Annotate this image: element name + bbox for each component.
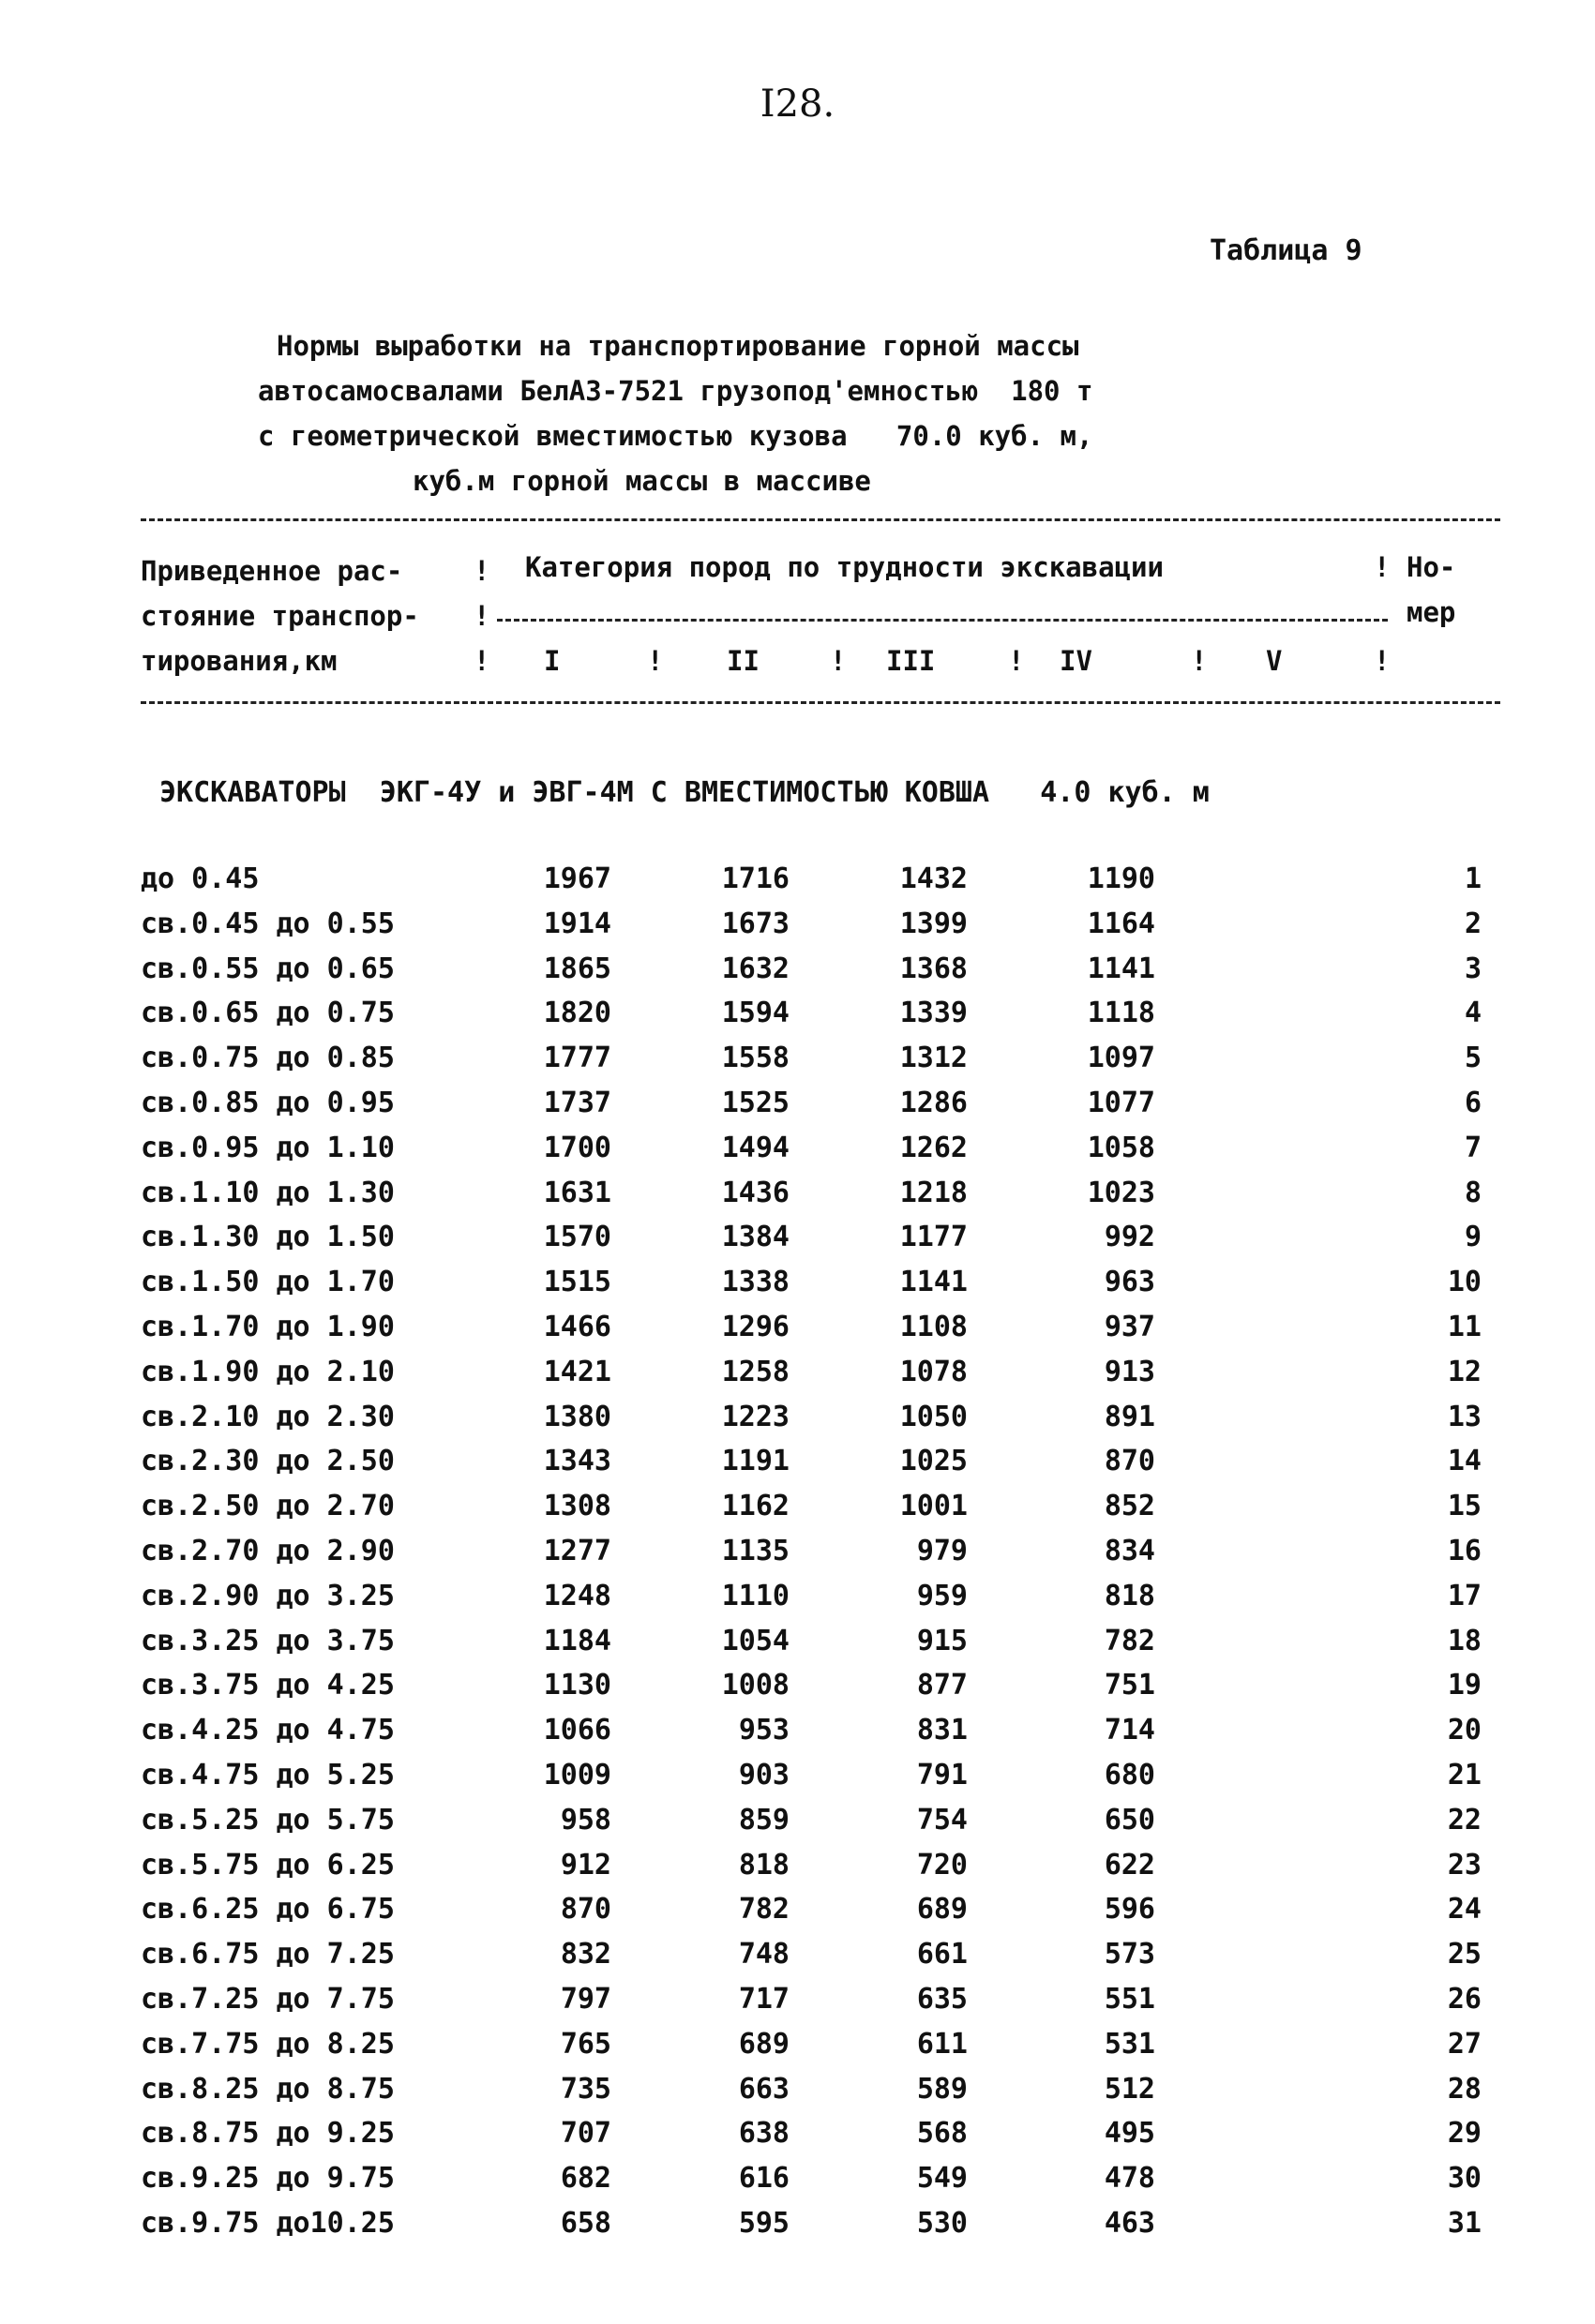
category-1-cell: 735 [560,2072,611,2106]
category-3-cell: 1177 [899,1221,968,1254]
category-2-cell: 717 [738,1983,790,2016]
category-2-cell: 1008 [721,1669,790,1702]
header-category-rule [497,619,1388,622]
row-number-cell: 10 [1447,1266,1482,1299]
distance-cell: св.7.25 до 7.75 [141,1983,395,2016]
category-1-cell: 1184 [543,1624,611,1657]
category-3-cell: 530 [916,2207,968,2240]
header-distance-line-1: Приведенное рас- [141,555,403,587]
row-number-cell: 16 [1447,1535,1482,1567]
distance-cell: св.8.25 до 8.75 [141,2072,395,2106]
row-number-cell: 23 [1447,1848,1482,1882]
section-title: ЭКСКАВАТОРЫ ЭКГ-4У и ЭВГ-4М С ВМЕСТИМОСТЬЮ КОВША 4.0 куб. м [159,776,1210,809]
distance-cell: св.0.95 до 1.10 [141,1131,395,1164]
distance-cell: св.3.75 до 4.25 [141,1669,395,1702]
category-4-cell: 852 [1104,1490,1155,1523]
category-3-cell: 1108 [899,1311,968,1343]
category-3-cell: 915 [916,1624,968,1657]
category-2-cell: 1436 [721,1176,790,1209]
category-1-cell: 1421 [543,1355,611,1388]
table-row [0,2207,1595,2252]
category-2-cell: 859 [738,1803,790,1837]
category-3-cell: 791 [916,1759,968,1792]
category-1-cell: 1466 [543,1311,611,1343]
table-row [0,1356,1595,1401]
header-category-3: III [886,645,936,677]
table-row [0,1759,1595,1804]
category-4-cell: 937 [1104,1311,1155,1343]
header-category-2: II [727,645,760,677]
category-1-cell: 1009 [543,1759,611,1792]
header-separator: ! [1374,645,1391,677]
category-3-cell: 611 [916,2027,968,2061]
table-row [0,1983,1595,2028]
category-1-cell: 1277 [543,1535,611,1567]
category-3-cell: 1286 [899,1087,968,1119]
category-2-cell: 1258 [721,1355,790,1388]
header-category-title: Категория пород по трудности экскавации [525,551,1164,583]
category-3-cell: 877 [916,1669,968,1702]
row-number-cell: 13 [1447,1400,1482,1433]
row-number-cell: 8 [1464,1176,1482,1209]
category-3-cell: 1001 [899,1490,968,1523]
category-1-cell: 1914 [543,907,611,940]
row-number-cell: 15 [1447,1490,1482,1523]
header-distance-line-3: тирования,км [141,645,338,677]
category-2-cell: 1384 [721,1221,790,1254]
header-separator: ! [1374,551,1391,583]
table-row [0,1893,1595,1938]
category-4-cell: 1190 [1087,862,1155,895]
category-2-cell: 1525 [721,1087,790,1119]
category-2-cell: 1135 [721,1535,790,1567]
category-4-cell: 891 [1104,1400,1155,1433]
category-3-cell: 959 [916,1579,968,1612]
table-row [0,1445,1595,1490]
distance-cell: св.6.25 до 6.75 [141,1893,395,1927]
table-title-line-3: с геометрической вместимостью кузова 70.0 куб. м, [258,420,1093,452]
category-2-cell: 782 [738,1893,790,1927]
table-row [0,1625,1595,1670]
row-number-cell: 2 [1464,907,1482,940]
category-4-cell: 1097 [1087,1042,1155,1075]
category-2-cell: 595 [738,2207,790,2240]
table-row [0,952,1595,997]
category-1-cell: 1777 [543,1042,611,1075]
category-3-cell: 549 [916,2162,968,2196]
distance-cell: св.8.75 до 9.25 [141,2117,395,2151]
category-2-cell: 638 [738,2117,790,2151]
category-4-cell: 1118 [1087,997,1155,1030]
category-2-cell: 903 [738,1759,790,1792]
row-number-cell: 6 [1464,1087,1482,1119]
category-4-cell: 1077 [1087,1087,1155,1119]
category-2-cell: 1632 [721,952,790,985]
category-3-cell: 1368 [899,952,968,985]
distance-cell: св.0.45 до 0.55 [141,907,395,940]
category-4-cell: 834 [1104,1535,1155,1567]
row-number-cell: 1 [1464,862,1482,895]
category-4-cell: 913 [1104,1355,1155,1388]
header-separator: ! [474,555,490,587]
category-3-cell: 568 [916,2117,968,2151]
table-row [0,2162,1595,2207]
table-row [0,2028,1595,2073]
category-1-cell: 707 [560,2117,611,2151]
category-4-cell: 512 [1104,2072,1155,2106]
row-number-cell: 17 [1447,1579,1482,1612]
row-number-cell: 27 [1447,2027,1482,2061]
table-row [0,1266,1595,1311]
category-3-cell: 589 [916,2072,968,2106]
table-row [0,1938,1595,1983]
category-4-cell: 1058 [1087,1131,1155,1164]
distance-cell: до 0.45 [141,862,260,895]
category-3-cell: 635 [916,1983,968,2016]
category-1-cell: 1967 [543,862,611,895]
category-4-cell: 495 [1104,2117,1155,2151]
distance-cell: св.7.75 до 8.25 [141,2027,395,2061]
category-2-cell: 616 [738,2162,790,2196]
category-1-cell: 1631 [543,1176,611,1209]
category-4-cell: 751 [1104,1669,1155,1702]
table-row [0,997,1595,1042]
category-4-cell: 1141 [1087,952,1155,985]
category-1-cell: 1130 [543,1669,611,1702]
header-bottom-rule [141,701,1500,704]
distance-cell: св.1.50 до 1.70 [141,1266,395,1299]
category-4-cell: 551 [1104,1983,1155,2016]
category-1-cell: 1380 [543,1400,611,1433]
distance-cell: св.3.25 до 3.75 [141,1624,395,1657]
distance-cell: св.0.55 до 0.65 [141,952,395,985]
category-3-cell: 1432 [899,862,968,895]
category-2-cell: 1338 [721,1266,790,1299]
table-row [0,1221,1595,1266]
table-row [0,1535,1595,1580]
row-number-cell: 7 [1464,1131,1482,1164]
table-label: Таблица 9 [1210,234,1362,267]
table-row [0,1311,1595,1356]
category-3-cell: 979 [916,1535,968,1567]
category-4-cell: 963 [1104,1266,1155,1299]
header-category-5: V [1266,645,1283,677]
table-title-line-4: куб.м горной массы в массиве [413,465,871,497]
category-4-cell: 596 [1104,1893,1155,1927]
table-row [0,1804,1595,1849]
category-1-cell: 1700 [543,1131,611,1164]
table-row [0,1177,1595,1222]
category-4-cell: 818 [1104,1579,1155,1612]
category-4-cell: 680 [1104,1759,1155,1792]
header-separator: ! [1191,645,1208,677]
category-2-cell: 689 [738,2027,790,2061]
row-number-cell: 12 [1447,1355,1482,1388]
distance-cell: св.4.75 до 5.25 [141,1759,395,1792]
category-2-cell: 1162 [721,1490,790,1523]
distance-cell: св.4.25 до 4.75 [141,1714,395,1747]
row-number-cell: 21 [1447,1759,1482,1792]
table-row [0,1714,1595,1759]
category-2-cell: 1223 [721,1400,790,1433]
table-row [0,1849,1595,1894]
category-1-cell: 1343 [543,1445,611,1478]
row-number-cell: 20 [1447,1714,1482,1747]
header-top-rule [141,518,1500,521]
category-3-cell: 1218 [899,1176,968,1209]
distance-cell: св.2.70 до 2.90 [141,1535,395,1567]
category-4-cell: 573 [1104,1938,1155,1972]
header-distance-line-2: стояние транспор- [141,600,419,632]
category-3-cell: 831 [916,1714,968,1747]
distance-cell: св.9.75 до10.25 [141,2207,395,2240]
distance-cell: св.2.50 до 2.70 [141,1490,395,1523]
row-number-cell: 31 [1447,2207,1482,2240]
category-4-cell: 782 [1104,1624,1155,1657]
category-1-cell: 832 [560,1938,611,1972]
row-number-cell: 4 [1464,997,1482,1030]
table-row [0,1042,1595,1087]
distance-cell: св.0.75 до 0.85 [141,1042,395,1075]
distance-cell: св.0.85 до 0.95 [141,1087,395,1119]
distance-cell: св.2.30 до 2.50 [141,1445,395,1478]
distance-cell: св.1.70 до 1.90 [141,1311,395,1343]
row-number-cell: 5 [1464,1042,1482,1075]
category-1-cell: 1248 [543,1579,611,1612]
header-separator: ! [1008,645,1025,677]
category-3-cell: 1262 [899,1131,968,1164]
category-2-cell: 663 [738,2072,790,2106]
row-number-cell: 24 [1447,1893,1482,1927]
category-2-cell: 1110 [721,1579,790,1612]
row-number-cell: 9 [1464,1221,1482,1254]
distance-cell: св.6.75 до 7.25 [141,1938,395,1972]
category-1-cell: 658 [560,2207,611,2240]
category-4-cell: 622 [1104,1848,1155,1882]
category-1-cell: 797 [560,1983,611,2016]
row-number-cell: 18 [1447,1624,1482,1657]
category-2-cell: 1296 [721,1311,790,1343]
row-number-cell: 26 [1447,1983,1482,2016]
category-1-cell: 958 [560,1803,611,1837]
category-1-cell: 1737 [543,1087,611,1119]
table-row [0,1087,1595,1132]
table-row [0,907,1595,952]
table-row [0,2117,1595,2162]
category-2-cell: 1054 [721,1624,790,1657]
category-4-cell: 992 [1104,1221,1155,1254]
distance-cell: св.9.25 до 9.75 [141,2162,395,2196]
table-title-line-1: Нормы выработки на транспортирование горной массы [277,330,1079,362]
category-4-cell: 463 [1104,2207,1155,2240]
table-row [0,1132,1595,1177]
category-3-cell: 754 [916,1803,968,1837]
header-number-line-2: мер [1407,596,1456,628]
category-4-cell: 531 [1104,2027,1155,2061]
table-row [0,862,1595,907]
category-4-cell: 714 [1104,1714,1155,1747]
table-row [0,1669,1595,1714]
row-number-cell: 22 [1447,1803,1482,1837]
category-3-cell: 1078 [899,1355,968,1388]
category-3-cell: 1339 [899,997,968,1030]
table-row [0,1490,1595,1535]
category-1-cell: 765 [560,2027,611,2061]
category-2-cell: 1716 [721,862,790,895]
category-1-cell: 1570 [543,1221,611,1254]
category-2-cell: 818 [738,1848,790,1882]
category-2-cell: 953 [738,1714,790,1747]
table-row [0,1401,1595,1446]
category-2-cell: 748 [738,1938,790,1972]
distance-cell: св.1.90 до 2.10 [141,1355,395,1388]
distance-cell: св.1.10 до 1.30 [141,1176,395,1209]
header-separator: ! [474,600,490,632]
row-number-cell: 30 [1447,2162,1482,2196]
category-3-cell: 1025 [899,1445,968,1478]
header-separator: ! [474,645,490,677]
category-1-cell: 1515 [543,1266,611,1299]
header-number-line-1: Но- [1407,551,1456,583]
distance-cell: св.5.75 до 6.25 [141,1848,395,1882]
row-number-cell: 19 [1447,1669,1482,1702]
category-3-cell: 1399 [899,907,968,940]
table-row [0,1580,1595,1625]
row-number-cell: 11 [1447,1311,1482,1343]
distance-cell: св.5.25 до 5.75 [141,1803,395,1837]
row-number-cell: 29 [1447,2117,1482,2151]
category-2-cell: 1494 [721,1131,790,1164]
category-2-cell: 1191 [721,1445,790,1478]
category-4-cell: 870 [1104,1445,1155,1478]
row-number-cell: 14 [1447,1445,1482,1478]
category-3-cell: 1141 [899,1266,968,1299]
row-number-cell: 25 [1447,1938,1482,1972]
category-1-cell: 1308 [543,1490,611,1523]
category-4-cell: 1164 [1087,907,1155,940]
row-number-cell: 28 [1447,2072,1482,2106]
category-4-cell: 1023 [1087,1176,1155,1209]
row-number-cell: 3 [1464,952,1482,985]
category-1-cell: 682 [560,2162,611,2196]
category-3-cell: 720 [916,1848,968,1882]
distance-cell: св.2.10 до 2.30 [141,1400,395,1433]
distance-cell: св.1.30 до 1.50 [141,1221,395,1254]
header-category-1: I [544,645,561,677]
category-1-cell: 870 [560,1893,611,1927]
category-1-cell: 1066 [543,1714,611,1747]
category-1-cell: 1820 [543,997,611,1030]
category-3-cell: 1050 [899,1400,968,1433]
category-2-cell: 1673 [721,907,790,940]
distance-cell: св.0.65 до 0.75 [141,997,395,1030]
header-category-4: IV [1060,645,1092,677]
category-2-cell: 1558 [721,1042,790,1075]
page-number: I28. [760,82,835,126]
table-row [0,2073,1595,2118]
category-2-cell: 1594 [721,997,790,1030]
header-separator: ! [830,645,847,677]
header-separator: ! [647,645,664,677]
category-1-cell: 1865 [543,952,611,985]
category-4-cell: 478 [1104,2162,1155,2196]
table-title-line-2: автосамосвалами БелАЗ-7521 грузопод'емностью 180 т [258,375,1093,407]
category-1-cell: 912 [560,1848,611,1882]
category-3-cell: 1312 [899,1042,968,1075]
distance-cell: св.2.90 до 3.25 [141,1579,395,1612]
category-4-cell: 650 [1104,1803,1155,1837]
category-3-cell: 661 [916,1938,968,1972]
category-3-cell: 689 [916,1893,968,1927]
